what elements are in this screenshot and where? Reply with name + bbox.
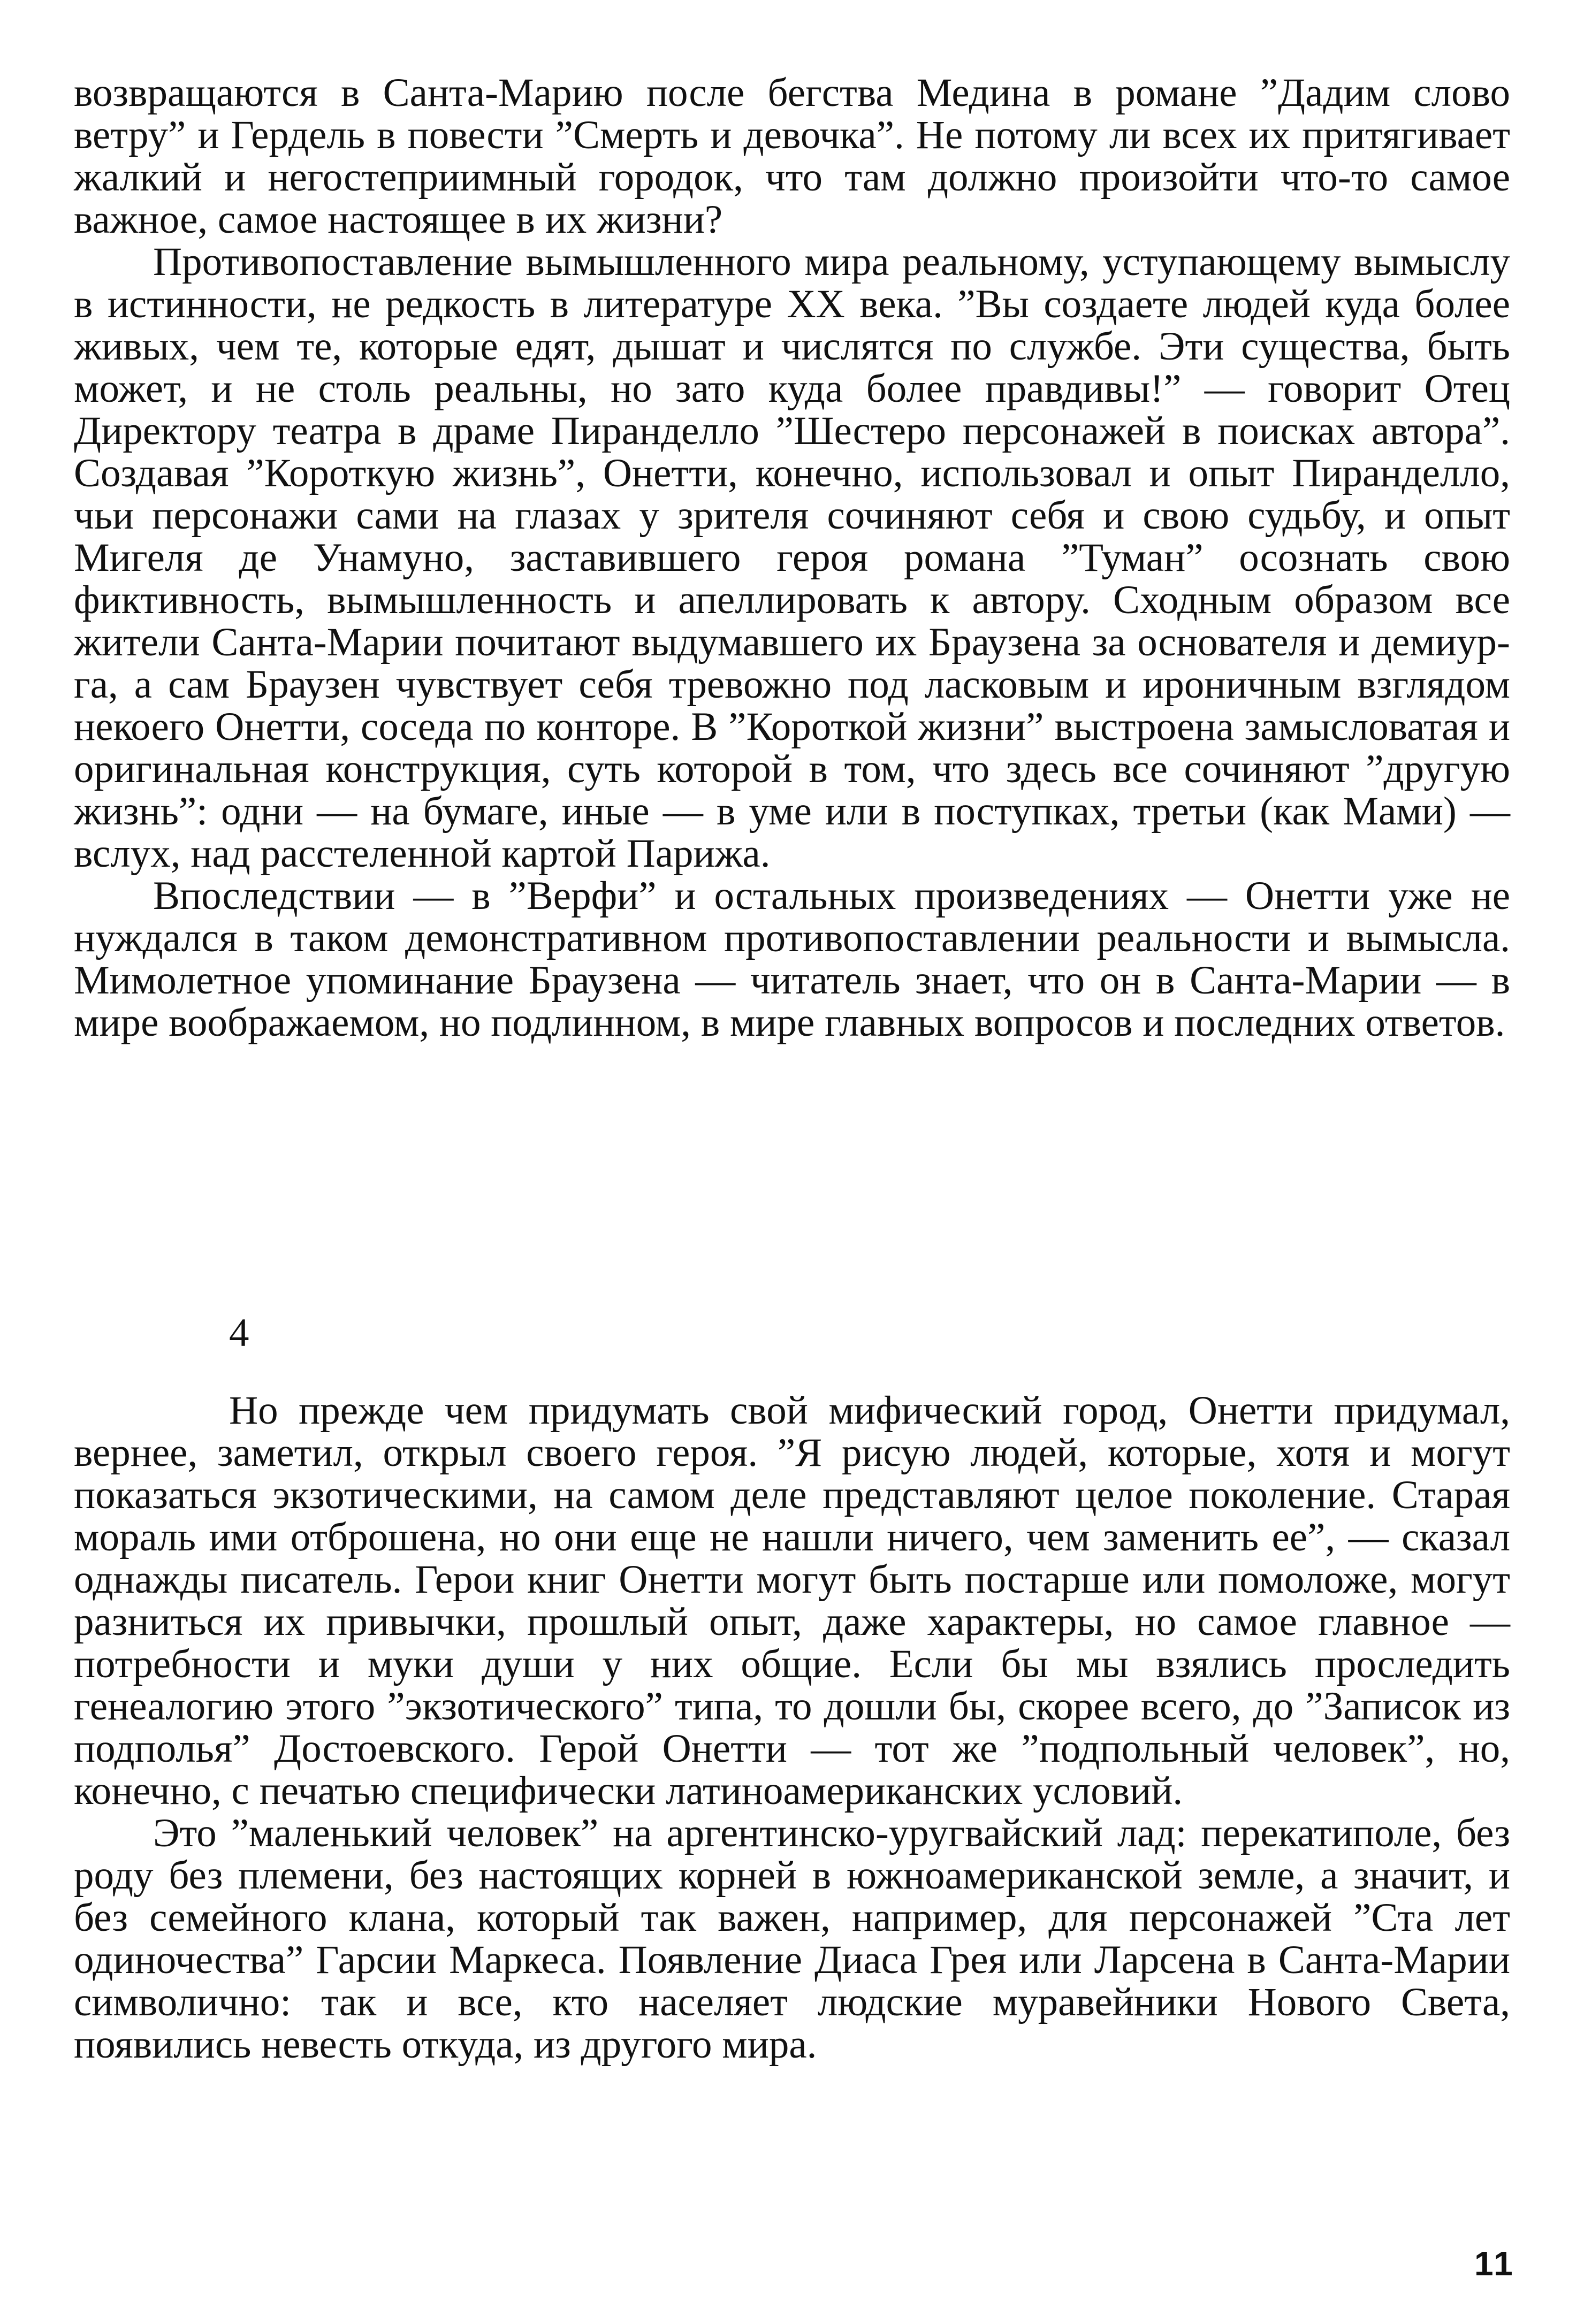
section-number: 4: [229, 1311, 249, 1355]
body-text-top: [74, 72, 1510, 1044]
paragraph: Но прежде чем придумать свой мифический город, Онетти придумал, вернее, заметил, открыл своего героя. ”Я рисую людей, которые, хотя и могут показаться экзотическими, на самом деле представляют целое поколение. Старая мораль ими отброшена, но они еще не нашли ничего, чем заменить ее”, — сказал однажды писатель. Герои книг Онетти могут быть постарше или помоложе, могут разниться их привычки, прошлый опыт, даже характеры, но самое главное — потребности и муки души у них общие. Если бы мы взялись проследить генеалогию этого ”экзотического” типа, то дошли бы, скорее всего, до ”Записок из подполья” Достоевского. Герой Онетти — тот же ”подпольный человек”, но, конечно, с печатью специфически латиноамериканских условий.: [74, 1388, 1510, 1813]
paragraph: Впоследствии — в ”Верфи” и остальных произведениях — Онетти уже не нуждался в таком демонстративном противопоставлении реальности и вымысла. Мимолетное упоминание Браузена — читатель знает, что он в Санта-Марии — в мире воображаемом, но подлинном, в мире главных вопросов и последних ответов.: [74, 874, 1510, 1045]
paragraph-continuation: возвращаются в Санта-Марию после бегства Медина в романе ”Дадим слово ветру” и Гердель в повести ”Смерть и девочка”. Не потому ли всех их притягивает жалкий и негостеприимный городок, что там должно произойти что-то самое важное, самое настоящее в их жизни?: [74, 71, 1510, 242]
page-number: 11: [1474, 2244, 1515, 2283]
body-text-bottom: [74, 1389, 1510, 2066]
paragraph: Противопоставление вымышленного мира реальному, уступающему вымыслу в истинности, не редкость в литературе XX века. ”Вы создаете людей куда более живых, чем те, которые едят, дышат и числятся по службе. Эти существа, быть может, и не столь реальны, но зато куда более правдивы!” — говорит Отец Директору театра в драме Пиранделло ”Шестеро персонажей в поисках автора”. Создавая ”Короткую жизнь”, Онетти, конечно, использовал и опыт Пиранделло, чьи персонажи сами на глазах у зрителя сочиняют себя и свою судьбу, и опыт Мигеля де Унамуно, заставившего героя романа ”Туман” осознать свою фиктивность, вымышленность и апеллировать к автору. Сходным образом все жители Санта-Марии почитают выдумавшего их Браузена за основателя и демиурга, а сам Браузен чувствует себя тревожно под ласковым и ироничным взглядом некоего Онетти, соседа по конторе. В ”Короткой жизни” выстроена замысловатая и оригинальная конструкция, суть которой в том, что здесь все сочиняют ”другую жизнь”: одни — на бумаге, иные — в уме или в поступках, третьи (как Мами) — вслух, над расстеленной картой Парижа.: [74, 240, 1510, 876]
paragraph: Это ”маленький человек” на аргентинско-уругвайский лад: перекатиполе, без роду без племени, без настоящих корней в южноамериканской земле, а значит, и без семейного клана, который так важен, например, для персонажей ”Ста лет одиночества” Гарсии Маркеса. Появление Диаса Грея или Ларсена в Санта-Марии символично: так и все, кто населяет людские муравейники Нового Света, появились невесть откуда, из другого мира.: [74, 1811, 1510, 2067]
